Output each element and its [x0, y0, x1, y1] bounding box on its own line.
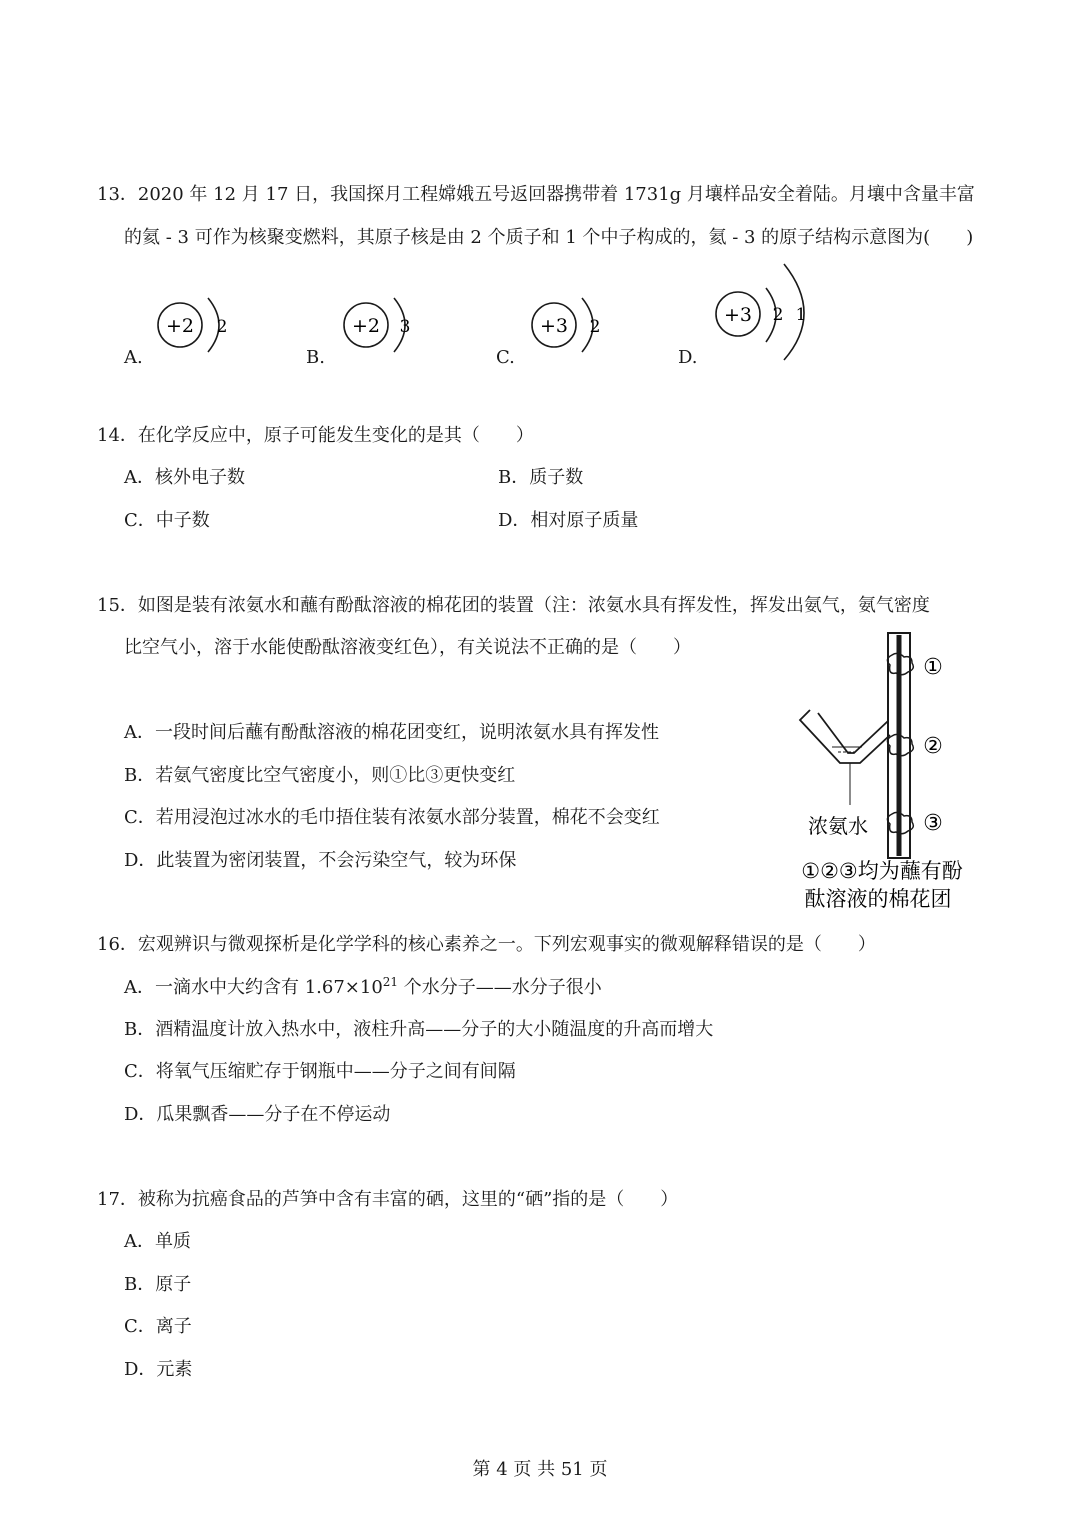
q15-stem-line2: 比空气小，溶于水能使酚酞溶液变红色），有关说法不正确的是（ ）: [124, 637, 691, 658]
q13-option-d-atom-diagram: [706, 258, 826, 368]
ammonia-label: 浓氨水: [808, 814, 868, 838]
q15-option-c: C．若用浸泡过冰水的毛巾捂住装有浓氨水部分装置，棉花不会变红: [124, 807, 660, 828]
q16-option-c: C．将氧气压缩贮存于钢瓶中——分子之间有间隔: [124, 1061, 516, 1082]
shell-electron-count: 2: [216, 317, 228, 337]
marker-3: ③: [923, 811, 943, 836]
q17-option-c: C．离子: [124, 1316, 192, 1337]
nucleus-charge: +2: [165, 315, 195, 337]
q14-option-b: B．质子数: [498, 467, 584, 488]
q16-option-b: B．酒精温度计放入热水中，液柱升高——分子的大小随温度的升高而增大: [124, 1019, 714, 1040]
q14-option-a: A．核外电子数: [124, 467, 245, 488]
q14-option-c: C．中子数: [124, 510, 210, 531]
q17-stem: 17．被称为抗癌食品的芦笋中含有丰富的硒，这里的“硒”指的是（ ）: [97, 1189, 679, 1210]
q15-apparatus-figure: [790, 625, 990, 915]
nucleus-charge: +3: [539, 315, 569, 337]
q16-option-a-suffix: 个水分子——水分子很小: [398, 977, 602, 998]
q14-stem: 14．在化学反应中，原子可能发生变化的是其（ ）: [97, 425, 534, 446]
q16-option-a-prefix: A．一滴水中大约含有 1.67×10: [124, 977, 383, 998]
nucleus-charge: +3: [723, 304, 753, 326]
v-tube-outer: [800, 710, 890, 763]
q13-option-c-letter: C.: [496, 347, 515, 368]
inner-shell-electron-count: 2: [772, 305, 784, 325]
q13-option-b-letter: B.: [306, 347, 325, 368]
q13-stem-line2: 的氦 - 3 可作为核聚变燃料，其原子核是由 2 个质子和 1 个中子构成的，氦 - 3 的原子结构示意图为( ): [124, 227, 974, 248]
q15-option-d: D．此装置为密闭装置，不会污染空气，较为环保: [124, 850, 517, 871]
q16-option-a: [124, 976, 602, 1000]
q15-option-a: A．一段时间后蘸有酚酞溶液的棉花团变红，说明浓氨水具有挥发性: [124, 722, 659, 743]
q13-option-a-letter: A.: [124, 347, 143, 368]
outer-shell-electron-count: 1: [795, 305, 807, 325]
q16-option-d: D．瓜果飘香——分子在不停运动: [124, 1104, 391, 1125]
figure-caption-line2: 酞溶液的棉花团: [804, 887, 952, 911]
q13-option-c-atom-diagram: [522, 290, 612, 360]
q13-option-d-letter: D.: [678, 347, 698, 368]
q17-option-a: A．单质: [124, 1231, 191, 1252]
marker-1: ①: [923, 655, 943, 680]
page-number-footer: 第 4 页 共 51 页: [472, 1459, 608, 1480]
shell-electron-count: 2: [589, 317, 601, 337]
q17-option-b: B．原子: [124, 1274, 192, 1295]
q16-option-a-exponent: 21: [382, 975, 399, 989]
q16-stem: 16．宏观辨识与微观探析是化学学科的核心素养之一。下列宏观事实的微观解释错误的是（ ）: [97, 934, 876, 955]
q13-option-b-atom-diagram: [334, 290, 424, 360]
q13-stem-line1: 13．2020 年 12 月 17 日，我国探月工程嫦娥五号返回器携带着 1731g 月壤样品安全着陆。月壤中含量丰富: [97, 184, 975, 205]
figure-caption-line1: ①②③均为蘸有酚: [801, 859, 963, 883]
q15-option-b: B．若氨气密度比空气密度小，则①比③更快变红: [124, 765, 516, 786]
q14-option-d: D．相对原子质量: [498, 510, 639, 531]
q17-option-d: D．元素: [124, 1359, 193, 1380]
q13-option-a-atom-diagram: [150, 290, 240, 360]
shell-electron-count: 3: [399, 317, 411, 337]
marker-2: ②: [923, 734, 943, 759]
nucleus-charge: +2: [351, 315, 381, 337]
q15-stem-line1: 15．如图是装有浓氨水和蘸有酚酞溶液的棉花团的装置（注：浓氨水具有挥发性，挥发出氨气，氨气密度: [97, 595, 930, 616]
